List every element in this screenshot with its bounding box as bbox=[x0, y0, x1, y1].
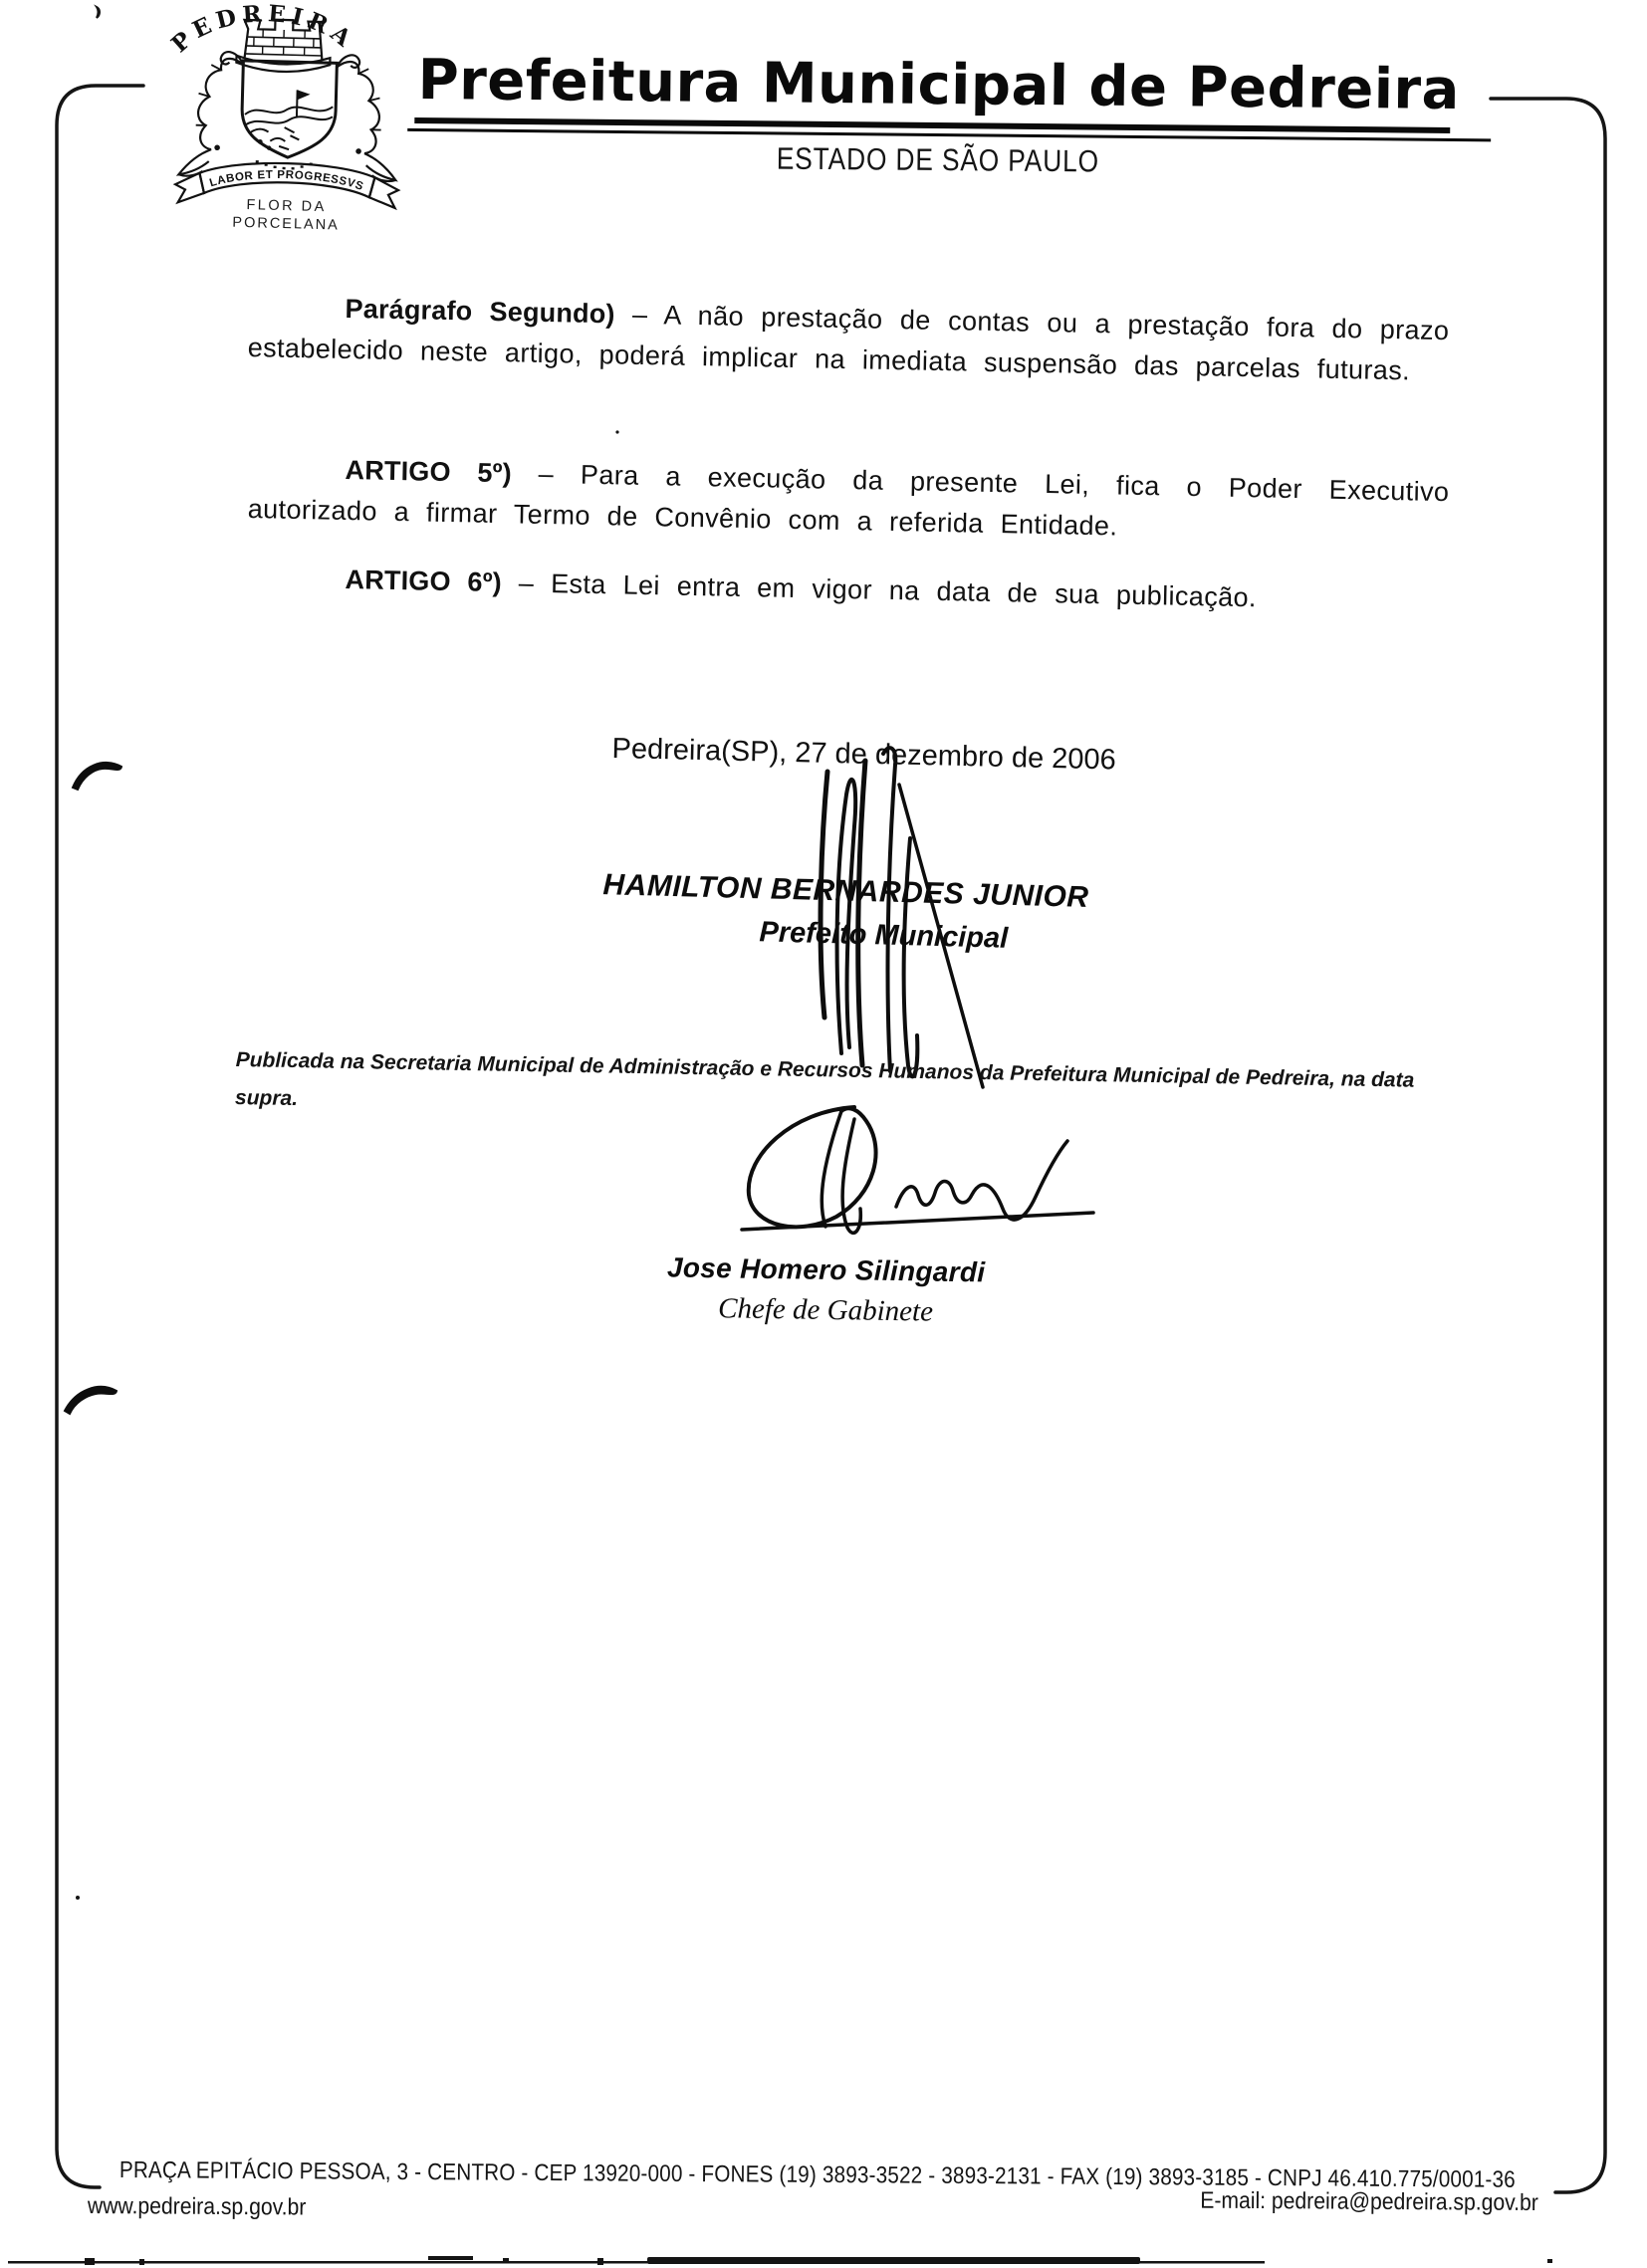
signer2-role: Chefe de Gabinete bbox=[717, 1292, 934, 1328]
signer2-name: Jose Homero Silingardi bbox=[666, 1251, 986, 1288]
paragraph-text: – A não prestação de contas ou a prestação fora do prazo estabelecido neste artigo, poderá implicar na imediata suspensão das parcelas futuras. bbox=[247, 299, 1450, 386]
paragraph-lead: Parágrafo Segundo) bbox=[345, 293, 615, 330]
crest-caption-2: PORCELANA bbox=[232, 214, 341, 234]
signature-block-chief bbox=[577, 1250, 1075, 1331]
signature-block-mayor bbox=[595, 868, 1095, 958]
header-subtitle: ESTADO DE SÃO PAULO bbox=[776, 140, 1100, 179]
footer-address: PRAÇA EPITÁCIO PESSOA, 3 - CENTRO - CEP 13920-000 - FONES (19) 3893-3522 - 3893-2131 - FAX (19) 3893-3185 - CNPJ 46.410.775/0001-36 bbox=[118, 2156, 1516, 2192]
publication-note: Publicada na Secretaria Municipal de Administração e Recursos Humanos da Prefeitura Municipal de Pedreira, na data supra. bbox=[234, 1047, 1415, 1111]
dateline: Pedreira(SP), 27 de dezembro de 2006 bbox=[611, 733, 1117, 777]
footer-email: E-mail: pedreira@pedreira.sp.gov.br bbox=[1200, 2186, 1538, 2215]
pen-mark-1 bbox=[73, 763, 121, 790]
signer1-name: HAMILTON BERNARDES JUNIOR bbox=[602, 868, 1089, 914]
signer1-role: Prefeito Municipal bbox=[759, 916, 1009, 955]
footer-website: www.pedreira.sp.gov.br bbox=[87, 2192, 307, 2220]
pen-mark-2 bbox=[65, 1387, 117, 1414]
paragraph-lead: ARTIGO 5º) bbox=[345, 454, 513, 489]
paragraph-text: – Esta Lei entra em vigor na data de sua publicação. bbox=[501, 567, 1258, 613]
crest-caption-1: FLOR DA bbox=[246, 197, 327, 216]
paragraph-lead: ARTIGO 6º) bbox=[345, 564, 503, 598]
page-title: Prefeitura Municipal de Pedreira bbox=[417, 48, 1461, 123]
crest-motto: LABOR ET PROGRESSVS bbox=[208, 168, 365, 194]
crest-arc-text: PEDREIRA bbox=[165, 0, 360, 59]
paragraph-text: – Para a execução da presente Lei, fica o Poder Executivo autorizado a firmar Termo de Convênio com a referida Entidade. bbox=[247, 458, 1450, 542]
